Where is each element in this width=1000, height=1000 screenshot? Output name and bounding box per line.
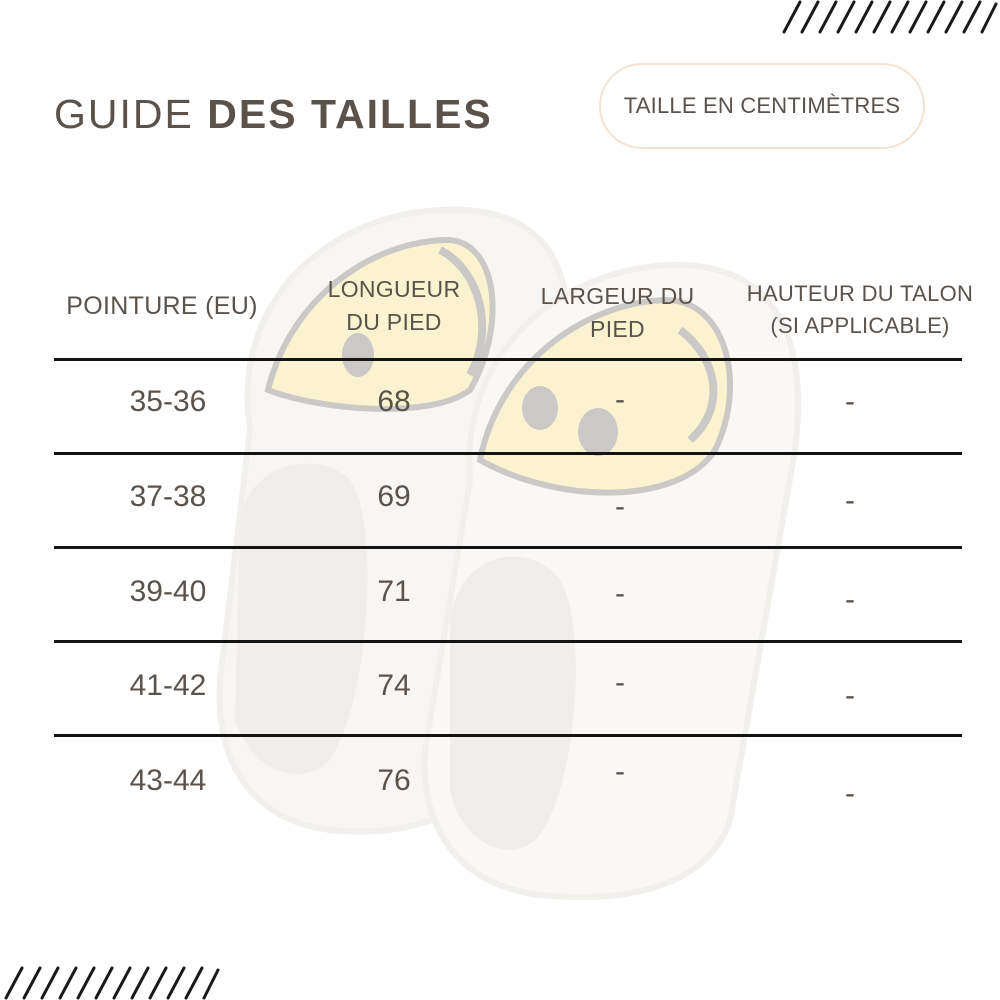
cell-foot-length: 71	[377, 575, 411, 608]
cell-heel-height: -	[845, 777, 855, 810]
cell-foot-width: -	[615, 755, 625, 788]
column-header-size-line1: POINTURE (EU)	[66, 292, 258, 320]
cell-heel-height: -	[845, 385, 855, 418]
table-divider	[54, 546, 962, 549]
column-header-foot-width	[520, 280, 715, 346]
column-header-foot-width-line1: LARGEUR DU	[540, 283, 695, 309]
cell-heel-height: -	[845, 583, 855, 616]
column-header-heel-height-line1: HAUTEUR DU TALON	[746, 281, 974, 306]
column-header-foot-length	[300, 273, 488, 339]
page-title-bold: DES TAILLES	[207, 91, 493, 137]
column-header-foot-width-line2: PIED	[590, 316, 645, 342]
cell-size: 39-40	[129, 575, 207, 608]
cell-heel-height: -	[845, 484, 855, 517]
column-header-heel-height-line2: (SI APPLICABLE)	[770, 313, 950, 338]
page-title	[54, 91, 493, 138]
unit-badge: TAILLE EN CENTIMÈTRES	[599, 63, 925, 149]
cell-size: 37-38	[129, 480, 207, 513]
cell-size: 41-42	[129, 669, 207, 702]
table-divider	[54, 640, 962, 643]
cell-size: 35-36	[129, 385, 207, 418]
table-divider	[54, 734, 962, 737]
cell-foot-length: 68	[377, 385, 411, 418]
table-divider	[54, 452, 962, 455]
table-divider	[54, 358, 962, 361]
column-header-heel-height	[735, 278, 985, 342]
column-header-foot-length-line2: DU PIED	[346, 309, 442, 335]
cell-foot-width: -	[615, 383, 625, 416]
cell-foot-length: 74	[377, 669, 411, 702]
page-title-light: GUIDE	[54, 91, 194, 137]
column-header-foot-length-line1: LONGUEUR	[327, 276, 461, 302]
cell-heel-height: -	[845, 679, 855, 712]
cell-size: 43-44	[129, 764, 207, 797]
cell-foot-width: -	[615, 490, 625, 523]
cell-foot-width: -	[615, 666, 625, 699]
column-header-size	[50, 290, 274, 323]
cell-foot-length: 69	[377, 480, 411, 513]
cell-foot-length: 76	[377, 764, 411, 797]
cell-foot-width: -	[615, 577, 625, 610]
